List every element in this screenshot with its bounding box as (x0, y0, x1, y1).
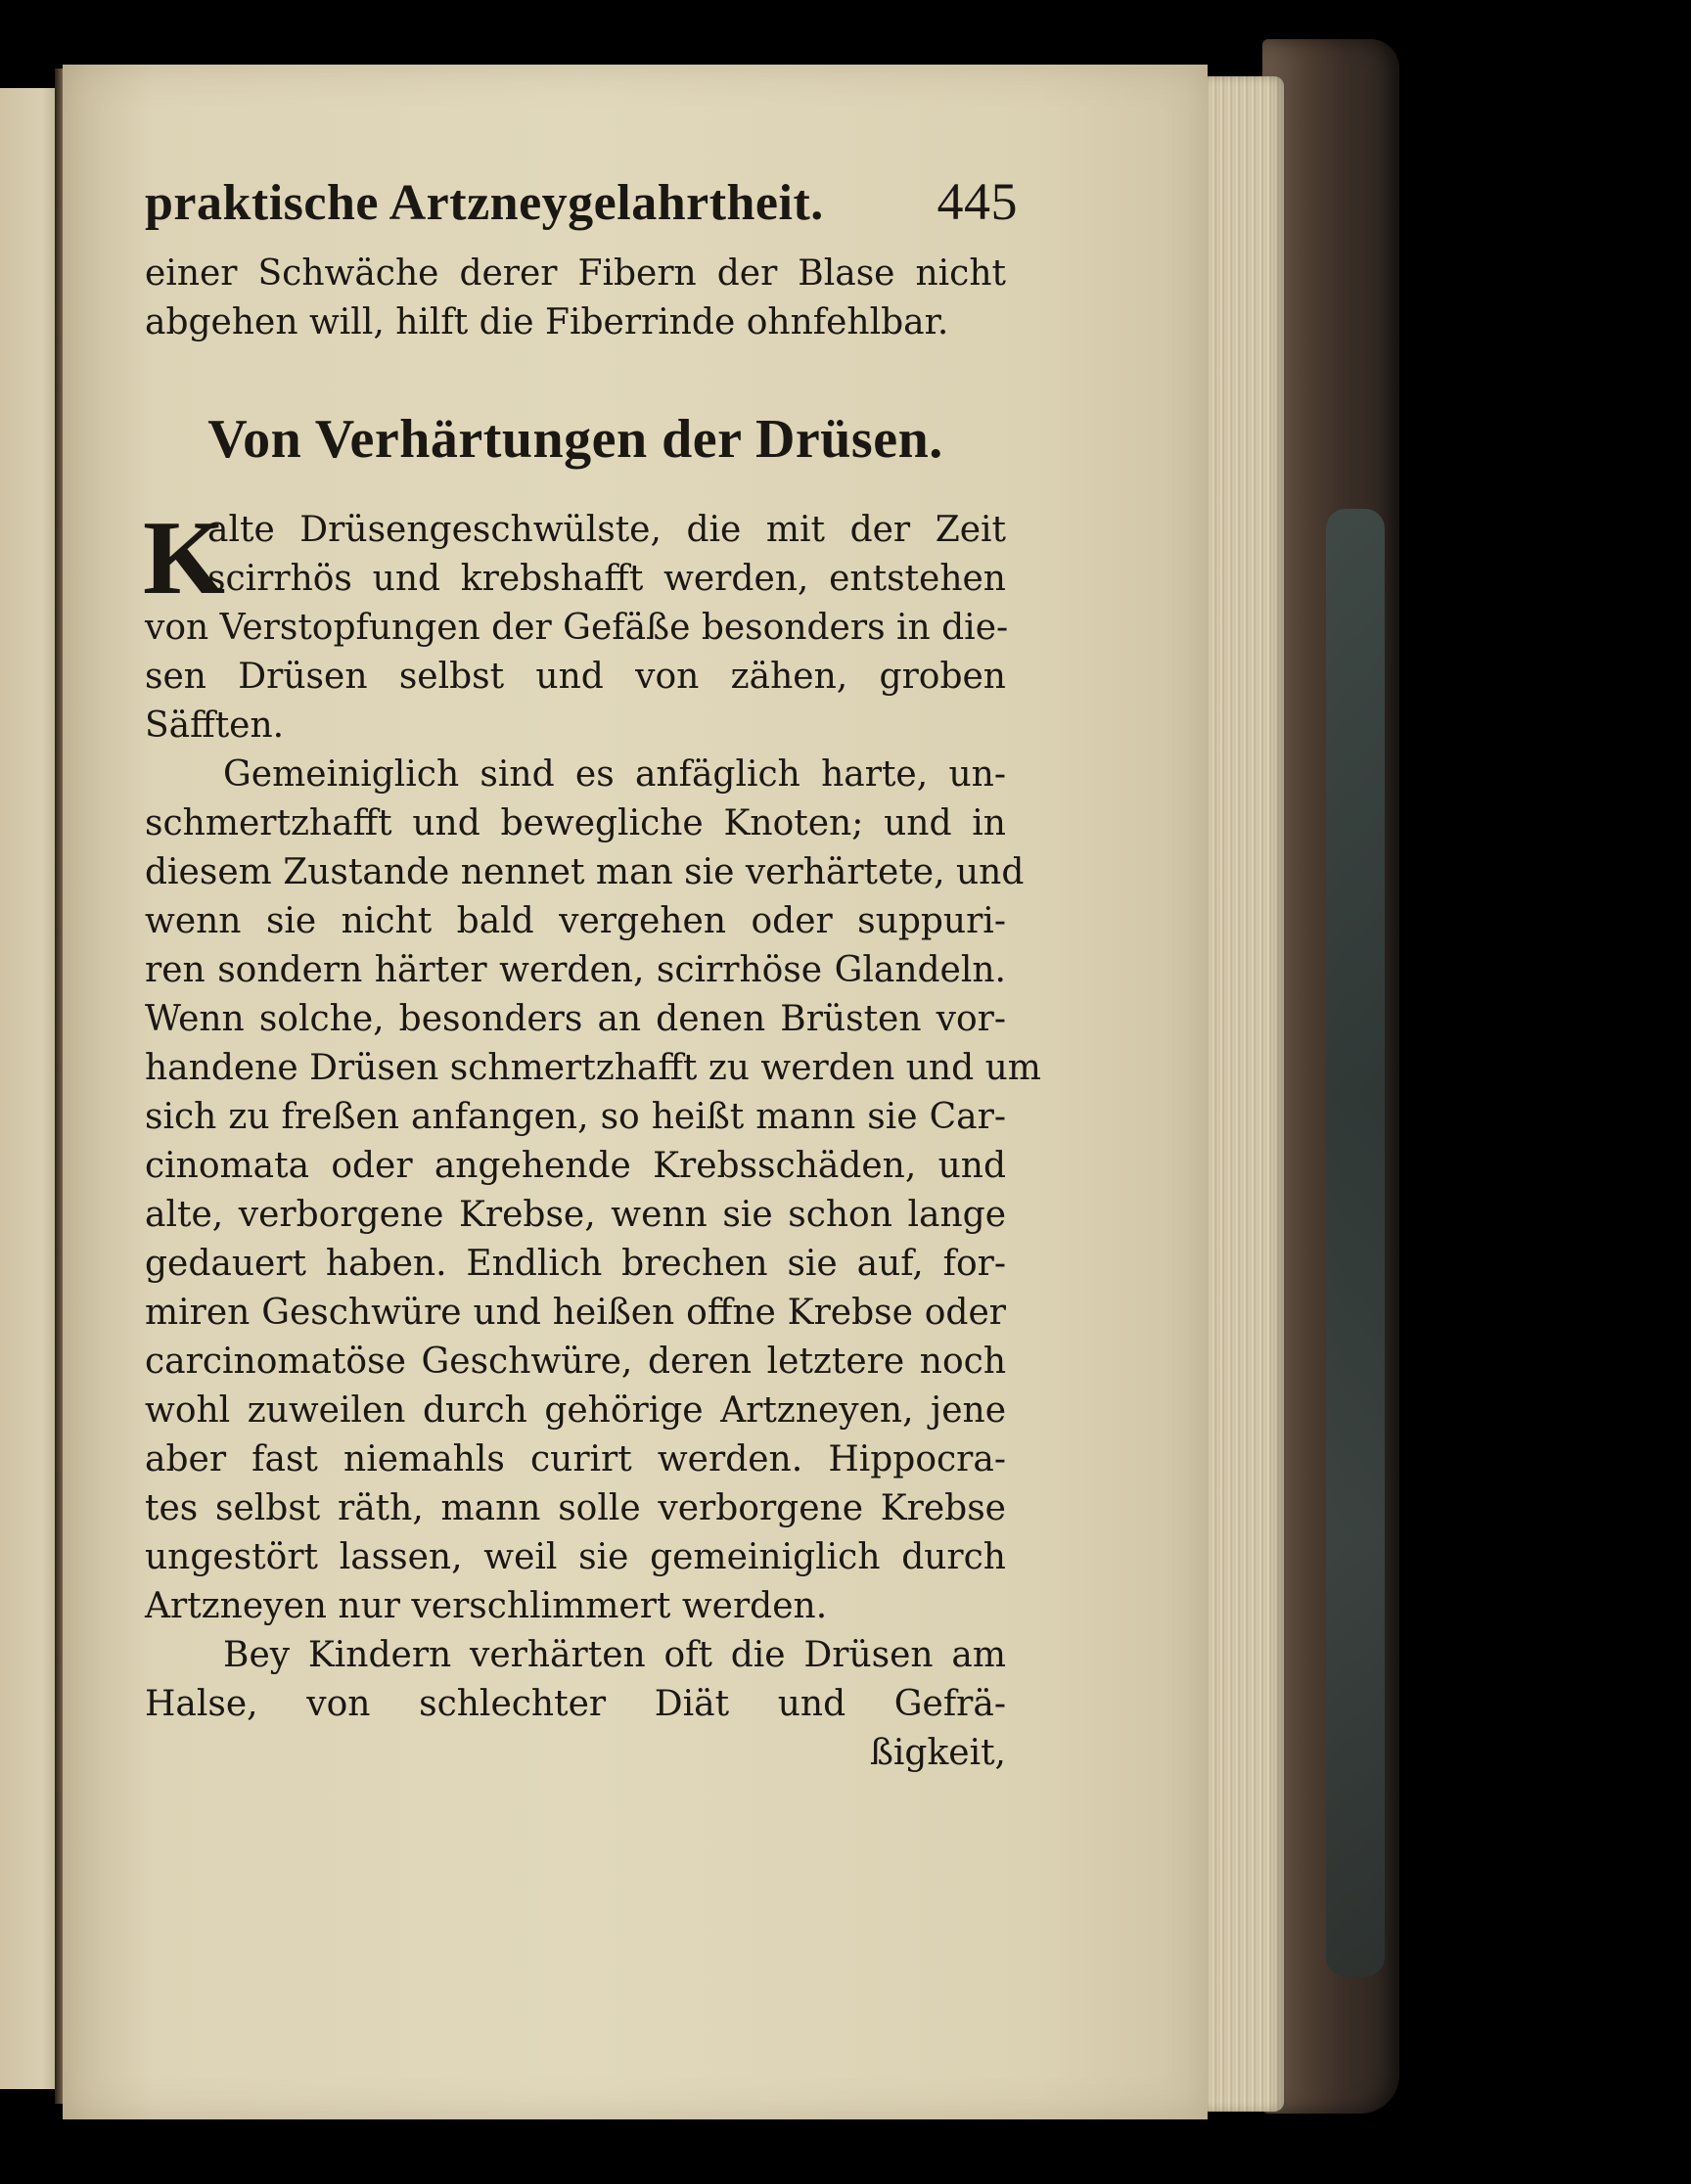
text-line: sich zu freßen anfangen, so heißt mann sie Car- (145, 1097, 1006, 1137)
text-line: Halse, von schlechter Diät und Gefrä- (145, 1684, 1006, 1724)
text-line: tes selbst räth, mann solle verborgene Krebse (145, 1488, 1006, 1528)
running-head (145, 171, 1018, 232)
text-line: Wenn solche, besonders an denen Brüsten vor- (145, 999, 1006, 1039)
text-line: Säfften. (145, 705, 285, 746)
text-line: scirrhös und krebshafft werden, entstehen (207, 559, 1006, 599)
text-line: gedauert haben. Endlich brechen sie auf, for- (145, 1244, 1006, 1284)
paragraph-2 (145, 751, 1041, 1631)
text-line: von Verstopfungen der Gefäße besonders in die- (145, 608, 1009, 648)
section-title: Von Verhärtungen der Drüsen. (207, 409, 943, 470)
paragraph-1 (143, 500, 1009, 751)
running-head-title: praktische Artzneygelahrtheit. (145, 175, 824, 231)
text-line: abgehen will, hilft die Fiberrinde ohnfehlbar. (145, 302, 949, 342)
page-text (143, 171, 1041, 1778)
text-line: Bey Kindern verhärten oft die Drüsen am (223, 1635, 1006, 1675)
text-line: cinomata oder angehende Krebsschäden, und (145, 1146, 1006, 1186)
cover-spine-stain (1326, 509, 1385, 1977)
text-line: Artzneyen nur verschlimmert werden. (145, 1586, 828, 1626)
text-line: aber fast niemahls curirt werden. Hippocra- (145, 1439, 1006, 1479)
text-line: alte, verborgene Krebse, wenn sie schon lange (145, 1195, 1006, 1235)
paragraph-3 (145, 1631, 1006, 1729)
text-line: sen Drüsen selbst und von zähen, groben (145, 657, 1006, 697)
text-line: miren Geschwüre und heißen offne Krebse oder (145, 1293, 1006, 1333)
text-line: Gemeiniglich sind es anfäglich harte, un- (223, 754, 1006, 795)
text-line: einer Schwäche derer Fibern der Blase nicht (145, 253, 1006, 294)
text-line: diesem Zustande nennet man sie verhärtete, und (145, 852, 1025, 892)
drop-cap: K (143, 500, 226, 616)
text-line: wohl zuweilen durch gehörige Artzneyen, jene (145, 1390, 1006, 1431)
text-line: alte Drüsengeschwülste, die mit der Zeit (207, 510, 1006, 550)
text-line: ren sondern härter werden, scirrhöse Glandeln. (145, 950, 1006, 990)
text-line: handene Drüsen schmertzhafft zu werden und um (145, 1048, 1041, 1088)
catchword: ßigkeit, (869, 1733, 1006, 1773)
text-line: ungestört lassen, weil sie gemeiniglich durch (145, 1537, 1006, 1577)
intro-paragraph (145, 250, 1006, 347)
page-number: 445 (937, 172, 1018, 231)
text-line: wenn sie nicht bald vergehen oder suppuri- (145, 901, 1006, 941)
text-line: schmertzhafft und bewegliche Knoten; und in (145, 803, 1006, 843)
text-line: carcinomatöse Geschwüre, deren letztere noch (145, 1342, 1006, 1382)
